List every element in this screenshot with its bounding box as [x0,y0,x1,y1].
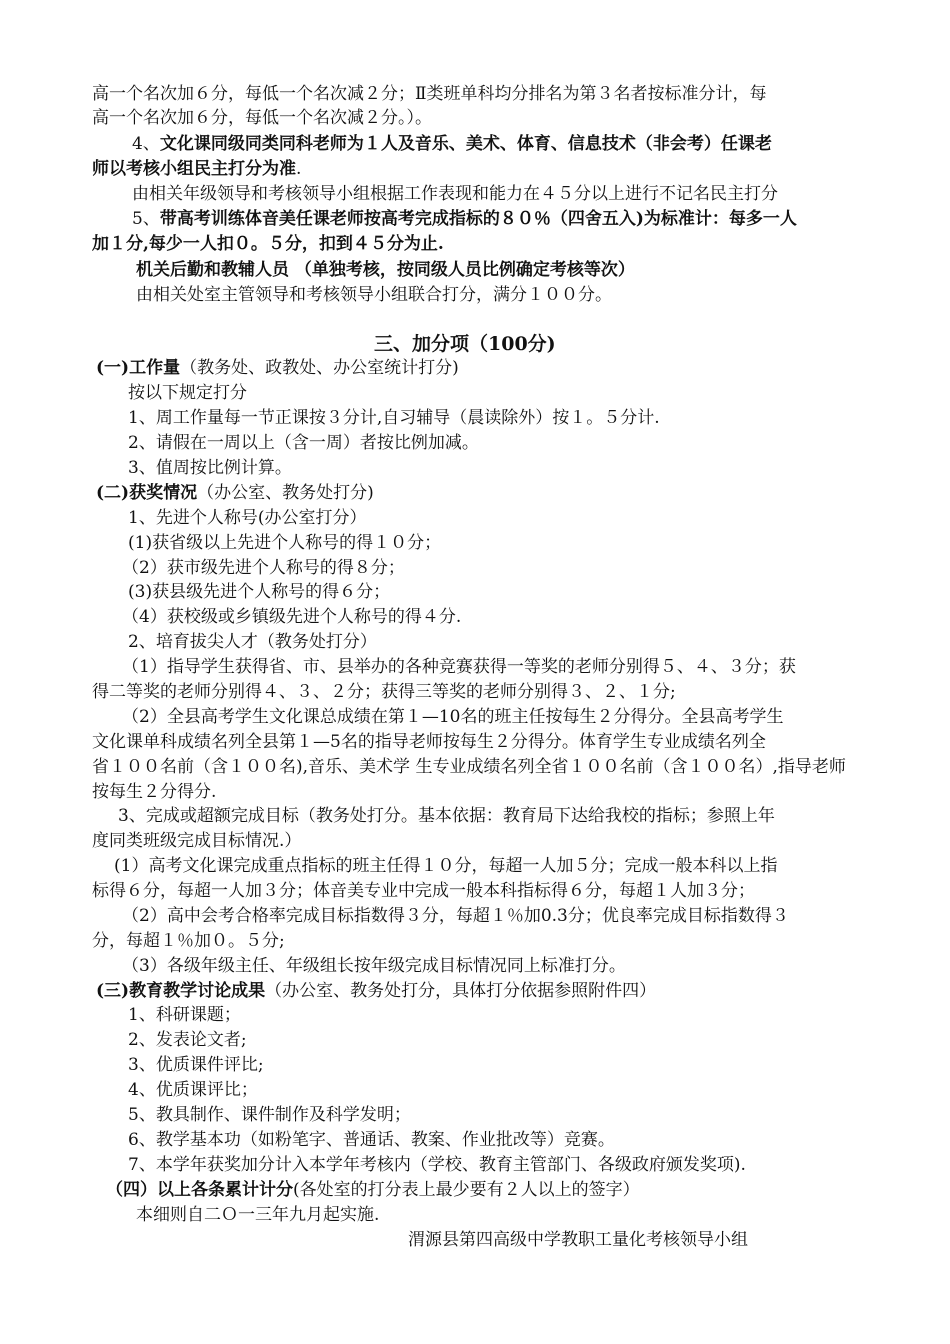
text-run: (3)获县级先进个人称号的得６分； [128,582,391,602]
text-line-19 [122,556,405,580]
bold-run: 文化课同级同类同科老师为１人及音乐、美术、体育、信息技术（非会考）任课老 [159,134,772,154]
text-run: （3）各级年级主任、年级组长按年级完成目标情况同上标准打分。 [122,956,626,976]
bold-run: 师以考核小组民主打分为准 [92,159,296,179]
bold-run: (三)教育教学讨论成果 [96,981,266,1001]
text-line-35 [122,954,626,978]
text-run: 渭源县第四高级中学教职工量化考核领导小组 [408,1230,748,1250]
text-line-14 [128,431,479,455]
bold-run: 机关后勤和教辅人员 （单独考核，按同级人员比例确定考核等次） [136,260,635,280]
text-line-29 [118,804,775,828]
text-run: 由相关年级领导和考核领导小组根据工作表现和能力在４５分以上进行不记名民主打分 [132,184,778,204]
text-line-30 [92,829,301,853]
text-line-7 [92,232,444,256]
text-run: 2、请假在一周以上（含一周）者按比例加减。 [128,433,479,453]
text-line-18 [128,531,441,555]
text-line-1 [92,82,767,106]
text-line-17 [128,506,366,530]
text-run: （教务处、政教处、办公室统计打分) [180,358,459,378]
effective-date-line [136,1203,379,1227]
text-line-5 [132,182,778,206]
text-line-34 [92,929,285,953]
text-run: (1)获省级以上先进个人称号的得１０分； [128,533,442,553]
section-title-bonus [374,332,556,356]
text-run: （2）获市级先进个人称号的得８分； [122,558,405,578]
text-run: 文化课单科成绩名列全县第１—5名的指导老师按每生２分得分。体育学生专业成绩名列全 [92,732,766,752]
text-run: 7、本学年获奖加分计入本学年考核内（学校、教育主管部门、各级政府颁发奖项). [128,1155,746,1175]
text-line-41 [128,1103,411,1127]
text-run: (各处室的打分表上最少要有２人以上的签字） [293,1180,640,1200]
text-line-32 [92,879,755,903]
bold-run: 带高考训练体音美任课老师按高考完成指标的８０％（四舍五入)为标准计：每多一人 [159,209,797,229]
text-run: 按每生２分得分. [92,782,217,802]
text-run: 3、完成或超额完成目标（教务处打分。基本依据：教育局下达给我校的指标；参照上年 [118,806,775,826]
text-line-33 [122,904,789,928]
text-line-39 [128,1053,264,1077]
subsection-heading-awards [96,481,374,505]
text-run: （2）高中会考合格率完成目标指数得３分，每超１％加0.3分；优良率完成目标指数得３ [122,906,789,926]
bold-run: （四）以上各条累计计分 [106,1180,293,1200]
text-line-43 [128,1153,746,1177]
text-line-12 [128,381,247,405]
text-run: (1）高考文化课完成重点指标的班主任得１０分，每超一人加５分；完成一般本科以上指 [114,856,778,876]
text-run: 1、科研课题； [128,1005,241,1025]
subsection-heading-research [96,979,656,1003]
bold-run: (一)工作量 [96,358,181,378]
text-line-3 [132,132,772,156]
text-line-4 [92,157,301,181]
text-line-22 [128,630,377,654]
text-run: （办公室、教务处打分) [197,483,374,503]
text-run: 得二等奖的老师分别得４、３、２分；获得三等奖的老师分别得３、２、１分; [92,682,676,702]
text-line-24 [92,680,676,704]
text-line-13 [128,406,660,430]
item-number: 4、 [132,134,160,154]
bold-run: 加１分,每少一人扣０。５分，扣到４５分为止. [92,234,444,254]
section-heading-logistics [136,258,635,282]
text-run: 3、优质课件评比; [128,1055,264,1075]
title-run: 三、加分项（100分) [374,333,556,355]
text-run: （2）全县高考学生文化课总成绩在第１—10名的班主任按每生２分得分。全县高考学生 [122,707,784,727]
text-run: 1、周工作量每一节正课按３分计,自习辅导（晨读除外）按１。５分计. [128,408,660,428]
signature-line [408,1228,748,1252]
text-line-9 [136,283,612,307]
subsection-heading-total [106,1178,640,1202]
text-run: 4、优质课评比； [128,1080,258,1100]
text-line-38 [128,1028,247,1052]
text-line-20 [128,580,390,604]
text-run: . [296,159,302,179]
text-line-6 [132,207,797,231]
text-line-28 [92,780,216,804]
text-line-23 [122,655,796,679]
text-line-25 [122,705,783,729]
item-number: 5、 [132,209,160,229]
text-line-26 [92,730,766,754]
text-run: 高一个名次加６分，每低一个名次减２分；Ⅱ类班单科均分排名为第３名者按标准分计，每 [92,84,767,104]
text-run: 3、值周按比例计算。 [128,458,292,478]
text-run: 省１００名前（含１００名),音乐、美术学 生专业成绩名列全省１００名前（含１００名）,指导老师 [92,757,846,777]
text-line-37 [128,1003,241,1027]
text-run: （办公室、教务处打分，具体打分依据参照附件四） [265,981,657,1001]
bold-run: (二)获奖情况 [96,483,198,503]
text-line-15 [128,456,292,480]
text-line-42 [128,1128,615,1152]
text-run: 按以下规定打分 [128,383,247,403]
text-run: 1、先进个人称号(办公室打分） [128,508,367,528]
text-run: 标得６分，每超一人加３分；体音美专业中完成一般本科指标得６分，每超１人加３分； [92,881,755,901]
text-run: 由相关处室主管领导和考核领导小组联合打分，满分１００分。 [136,285,612,305]
text-run: 2、发表论文者; [128,1030,247,1050]
text-run: 2、培育拔尖人才（教务处打分） [128,632,377,652]
text-run: 高一个名次加６分，每低一个名次减２分。）。 [92,108,432,128]
text-run: 5、教具制作、课件制作及科学发明； [128,1105,411,1125]
text-run: 度同类班级完成目标情况.） [92,831,302,851]
text-run: 6、教学基本功（如粉笔字、普通话、教案、作业批改等）竞赛。 [128,1130,615,1150]
text-line-31 [114,854,777,878]
text-run: （4）获校级或乡镇级先进个人称号的得４分. [122,607,462,627]
text-run: （1）指导学生获得省、市、县举办的各种竞赛获得一等奖的老师分别得５、４、３分；获 [122,657,796,677]
text-run: 分，每超１％加０。５分; [92,931,285,951]
text-run: 本细则自二Ｏ一三年九月起实施. [136,1205,380,1225]
text-line-27 [92,755,846,779]
text-line-40 [128,1078,258,1102]
subsection-heading-workload [96,356,459,380]
text-line-21 [122,605,461,629]
text-line-2 [92,106,432,130]
